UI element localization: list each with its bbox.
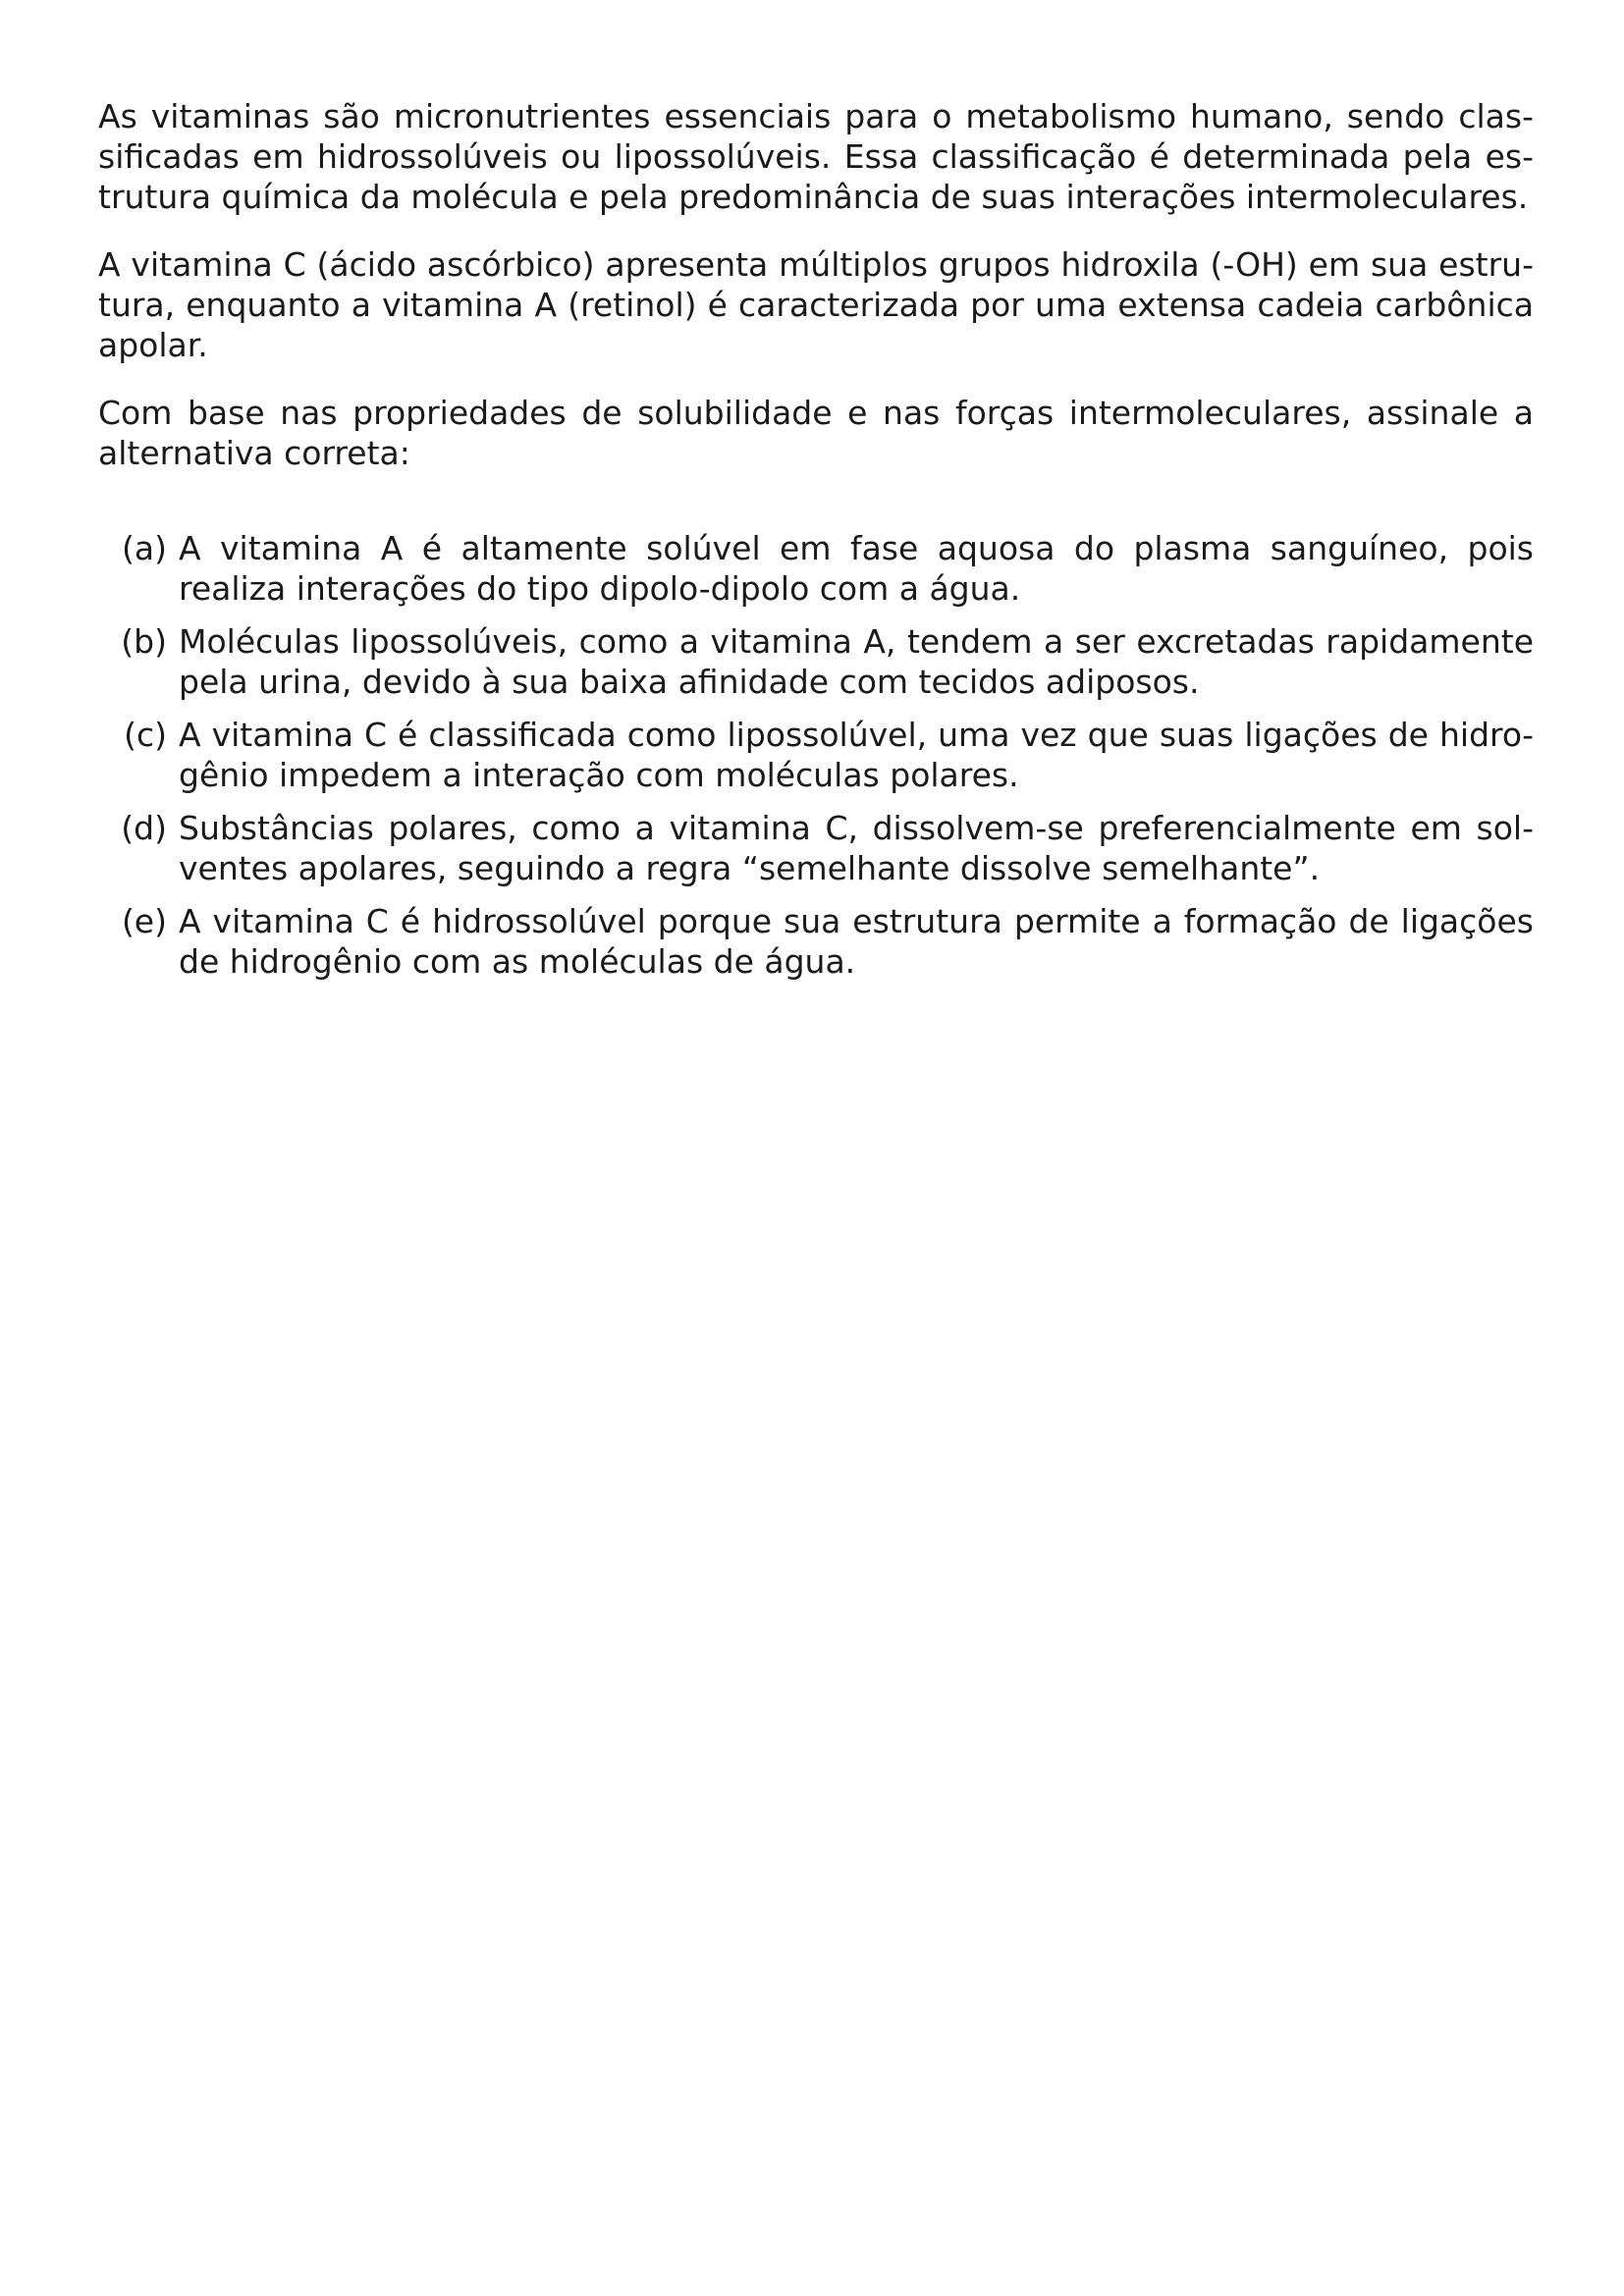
option-text: Moléculas lipossolúveis, como a vitamina A, tendem a ser excretadas rapidamente pela urina, devido à sua baixa afinidade com tecidos adiposos. xyxy=(179,622,1534,701)
option-letter: (d) xyxy=(121,809,167,847)
option-e[interactable] xyxy=(98,901,1534,982)
option-letter: (c) xyxy=(124,716,167,754)
option-letter: (e) xyxy=(121,902,167,940)
question-page xyxy=(98,96,1534,994)
option-text: A vitamina A é altamente solúvel em fase aquosa do plasma sanguíneo, pois realiza interações do tipo dipolo-dipolo com a água. xyxy=(179,529,1534,608)
answer-options-list xyxy=(98,528,1534,982)
option-text: Substâncias polares, como a vitamina C, dissolvem-se preferencialmente em solventes apolares, seguindo a regra “semelhante dissolve semelhante”. xyxy=(179,809,1534,887)
context-paragraph: A vitamina C (ácido ascórbico) apresenta múltiplos grupos hidroxila (-OH) em sua estrutura, enquanto a vitamina A (retinol) é caracterizada por uma extensa cadeia carbônica apolar. xyxy=(98,245,1534,364)
option-c[interactable] xyxy=(98,715,1534,795)
option-letter: (b) xyxy=(121,622,167,661)
question-prompt: Com base nas propriedades de solubilidade e nas forças intermoleculares, assinale a alternativa correta: xyxy=(98,394,1534,472)
option-d[interactable] xyxy=(98,808,1534,888)
option-letter: (a) xyxy=(122,529,167,567)
option-b[interactable] xyxy=(98,621,1534,702)
intro-paragraph: As vitaminas são micronutrientes essenciais para o metabolismo humano, sendo classificadas em hidrossolúveis ou lipossolúveis. Essa classificação é determinada pela estrutura química da molécula e pela predominância de suas interações intermoleculares. xyxy=(98,97,1534,216)
option-text: A vitamina C é hidrossolúvel porque sua estrutura permite a formação de ligações de hidrogênio com as moléculas de água. xyxy=(179,902,1534,981)
option-text: A vitamina C é classificada como lipossolúvel, uma vez que suas ligações de hidrogênio impedem a interação com moléculas polares. xyxy=(179,716,1534,794)
option-a[interactable] xyxy=(98,528,1534,609)
